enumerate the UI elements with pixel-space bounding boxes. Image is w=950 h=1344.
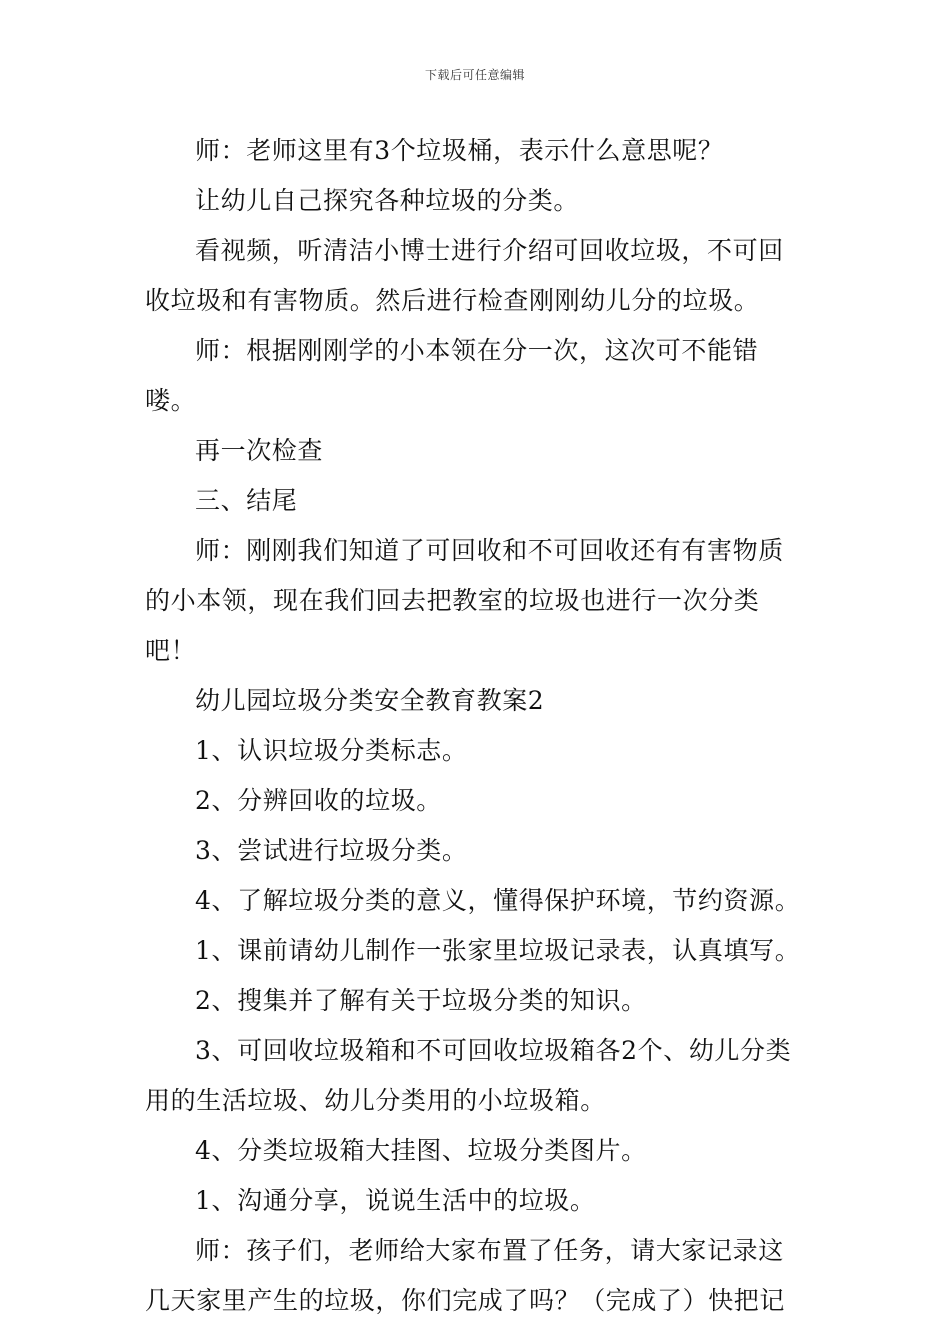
list-item: 2、分辨回收的垃圾。: [195, 786, 442, 815]
list-item: 1、沟通分享，说说生活中的垃圾。: [195, 1186, 596, 1215]
list-item: 3、尝试进行垃圾分类。: [195, 836, 468, 865]
section-heading: 三、结尾: [195, 486, 298, 515]
paragraph: 师：根据刚刚学的小本领在分一次，这次可不能错喽。: [145, 336, 759, 415]
list-item: 4、了解垃圾分类的意义，懂得保护环境，节约资源。: [195, 886, 801, 915]
document-body: [145, 126, 809, 1326]
paragraph: 师：孩子们，老师给大家布置了任务，请大家记录这几天家里产生的垃圾，你们完成了吗？（完成了）快把记: [145, 1236, 786, 1315]
list-item: 1、课前请幼儿制作一张家里垃圾记录表，认真填写。: [195, 936, 801, 965]
paragraph: 师：老师这里有3个垃圾桶，表示什么意思呢？: [195, 136, 724, 165]
list-item: 3、可回收垃圾箱和不可回收垃圾箱各2个、幼儿分类用的生活垃圾、幼儿分类用的小垃圾箱。: [145, 1036, 792, 1115]
list-item: 1、认识垃圾分类标志。: [195, 736, 468, 765]
paragraph: 师：刚刚我们知道了可回收和不可回收还有有害物质的小本领，现在我们回去把教室的垃圾也进行一次分类吧！: [145, 536, 784, 665]
lesson-title: 幼儿园垃圾分类安全教育教案2: [195, 686, 545, 715]
list-item: 2、搜集并了解有关于垃圾分类的知识。: [195, 986, 647, 1015]
paragraph: 看视频，听清洁小博士进行介绍可回收垃圾，不可回收垃圾和有害物质。然后进行检查刚刚幼儿分的垃圾。: [145, 236, 784, 315]
paragraph: 让幼儿自己探究各种垃圾的分类。: [195, 186, 580, 215]
page-header-note: 下载后可任意编辑: [424, 68, 525, 82]
list-item: 4、分类垃圾箱大挂图、垃圾分类图片。: [195, 1136, 647, 1165]
paragraph: 再一次检查: [195, 436, 324, 465]
